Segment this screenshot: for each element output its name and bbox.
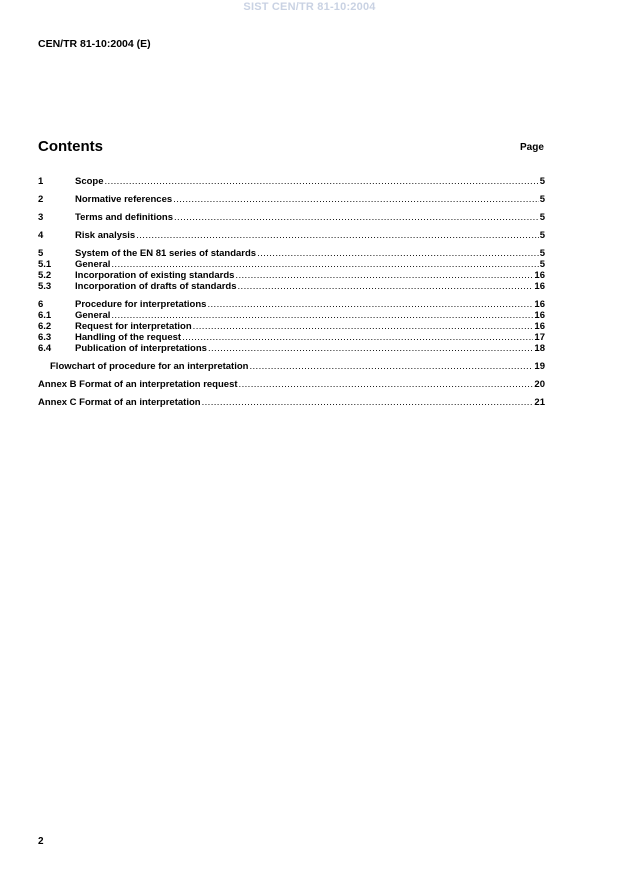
toc-entry-title: Scope <box>75 176 104 187</box>
toc-entry-number: 6.3 <box>38 332 52 343</box>
toc-entry[interactable] <box>38 281 545 292</box>
toc-entry-page: 16 <box>534 321 545 332</box>
toc-entry-title: Publication of interpretations <box>75 343 207 354</box>
toc-entry-page: 20 <box>534 379 545 390</box>
toc-leader-dots <box>174 212 539 223</box>
toc-entry-title: Terms and definitions <box>75 212 174 223</box>
toc-entry-number: 5.3 <box>38 281 52 292</box>
toc-entry-number: 1 <box>38 176 44 187</box>
toc-leader-dots <box>257 248 539 259</box>
toc-leader-dots <box>111 310 533 321</box>
toc-entry-page: 17 <box>534 332 545 343</box>
toc-entry-page: 16 <box>534 310 545 321</box>
toc-entry-number: 6 <box>38 299 44 310</box>
toc-leader-dots <box>202 397 534 408</box>
toc-entry-page: 5 <box>539 194 545 205</box>
toc-entry-title: General <box>75 259 111 270</box>
watermark: SIST CEN/TR 81-10:2004 <box>243 1 376 13</box>
toc-entry[interactable] <box>38 310 545 321</box>
toc-leader-dots <box>208 343 533 354</box>
toc-entry-title: Procedure for interpretations <box>75 299 207 310</box>
toc-leader-dots <box>239 379 534 390</box>
toc-entry-page: 19 <box>534 361 545 372</box>
toc-entry-page: 5 <box>539 230 545 241</box>
toc-entry[interactable] <box>38 361 545 372</box>
contents-heading: Contents <box>38 138 103 155</box>
toc-entry-page: 18 <box>534 343 545 354</box>
toc-entry[interactable] <box>38 343 545 354</box>
toc-entry[interactable] <box>38 194 545 205</box>
toc-entry-title: General <box>75 310 111 321</box>
toc-entry-title: Normative references <box>75 194 173 205</box>
toc-entry[interactable] <box>38 321 545 332</box>
toc-leader-dots <box>238 281 534 292</box>
toc-entry-page: 16 <box>534 299 545 310</box>
toc-entry-page: 5 <box>539 248 545 259</box>
toc-entry-number: 3 <box>38 212 44 223</box>
toc-entry[interactable] <box>38 212 545 223</box>
toc-leader-dots <box>173 194 539 205</box>
toc-entry-page: 5 <box>539 259 545 270</box>
toc-entry[interactable] <box>38 270 545 281</box>
toc-entry-title: Flowchart of procedure for an interpretation <box>50 361 249 372</box>
toc-entry-page: 5 <box>539 212 545 223</box>
toc-entry-title: Incorporation of existing standards <box>75 270 235 281</box>
toc-leader-dots <box>105 176 539 187</box>
toc-entry-number: 6.4 <box>38 343 52 354</box>
toc-entry-number: 6.2 <box>38 321 52 332</box>
toc-entry-title: Incorporation of drafts of standards <box>75 281 237 292</box>
toc-entry[interactable] <box>38 397 545 408</box>
page-number: 2 <box>38 836 44 847</box>
toc-entry[interactable] <box>38 299 545 310</box>
toc-entry[interactable] <box>38 248 545 259</box>
toc-entry-page: 21 <box>534 397 545 408</box>
toc-entry[interactable] <box>38 230 545 241</box>
toc-entry-number: 5 <box>38 248 44 259</box>
toc-leader-dots <box>249 361 533 372</box>
toc-entry[interactable] <box>38 332 545 343</box>
toc-leader-dots <box>182 332 533 343</box>
toc-entry-page: 16 <box>534 270 545 281</box>
toc-entry-title: Request for interpretation <box>75 321 192 332</box>
toc-leader-dots <box>207 299 533 310</box>
toc-leader-dots <box>235 270 533 281</box>
toc-leader-dots <box>111 259 538 270</box>
toc-entry-title: Annex B Format of an interpretation request <box>38 379 238 390</box>
toc-entry-number: 6.1 <box>38 310 52 321</box>
toc-entry-page: 5 <box>539 176 545 187</box>
toc-entry-title: System of the EN 81 series of standards <box>75 248 257 259</box>
toc-entry[interactable] <box>38 379 545 390</box>
toc-leader-dots <box>193 321 534 332</box>
page-column-header: Page <box>520 142 544 153</box>
toc-entry[interactable] <box>38 176 545 187</box>
toc-leader-dots <box>136 230 538 241</box>
toc-entry-title: Handling of the request <box>75 332 182 343</box>
toc-entry-number: 4 <box>38 230 44 241</box>
toc-entry[interactable] <box>38 259 545 270</box>
toc-entry-number: 5.2 <box>38 270 52 281</box>
toc-entry-title: Risk analysis <box>75 230 136 241</box>
toc-entry-number: 2 <box>38 194 44 205</box>
toc-entry-page: 16 <box>534 281 545 292</box>
toc-entry-title: Annex C Format of an interpretation <box>38 397 201 408</box>
toc-entry-number: 5.1 <box>38 259 52 270</box>
document-id: CEN/TR 81-10:2004 (E) <box>38 38 151 50</box>
table-of-contents <box>38 176 545 408</box>
